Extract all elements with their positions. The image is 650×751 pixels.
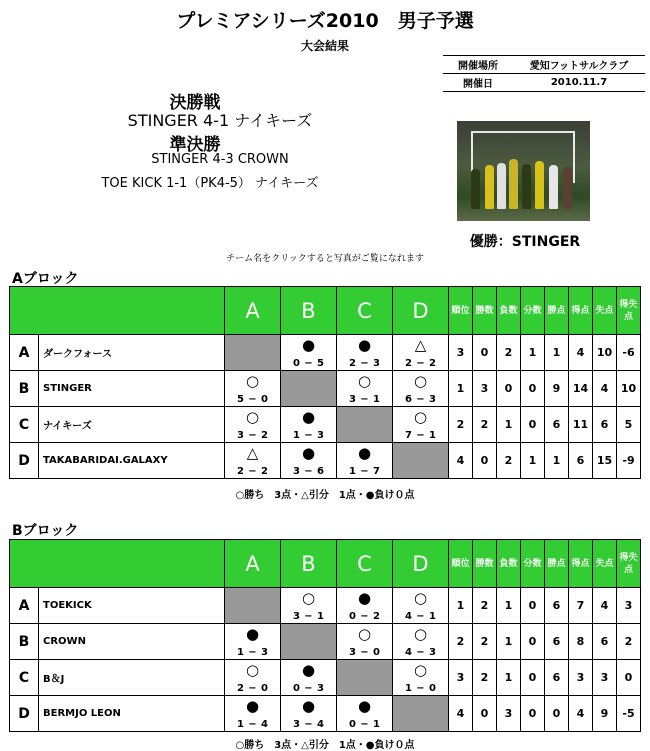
team-name-link[interactable]: B＆J — [39, 660, 225, 696]
stat-value: 6 — [545, 588, 569, 624]
match-score — [341, 466, 388, 477]
player-figure — [535, 161, 544, 209]
score-dash: − — [248, 719, 257, 730]
stat-value: 14 — [569, 371, 593, 407]
stat-value: 10 — [593, 335, 617, 371]
stat-value: 4 — [569, 696, 593, 732]
champion-team-photo[interactable] — [457, 121, 590, 221]
stat-value: 3 — [569, 660, 593, 696]
stat-value: 4 — [593, 371, 617, 407]
result-symbol: ○ — [413, 661, 428, 679]
venue-value: 愛知フットサルクラブ — [513, 56, 645, 74]
team-name-link[interactable]: ナイキーズ — [39, 407, 225, 443]
score-own: 1 — [293, 430, 300, 441]
table-row — [10, 660, 641, 696]
row-label: C — [10, 407, 39, 443]
stat-header: 失点 — [593, 287, 617, 335]
score-dash: − — [248, 683, 257, 694]
team-name-link[interactable]: STINGER — [39, 371, 225, 407]
score-opponent: 1 — [429, 611, 436, 622]
stat-value: 2 — [473, 407, 497, 443]
match-score — [341, 647, 388, 658]
stat-value: 0 — [521, 624, 545, 660]
match-score — [285, 466, 332, 477]
result-symbol: ● — [357, 589, 372, 607]
stat-header: 得点 — [569, 540, 593, 588]
score-own: 0 — [349, 611, 356, 622]
stat-value: 1 — [449, 588, 473, 624]
score-own: 1 — [349, 466, 356, 477]
result-symbol: △ — [246, 444, 259, 462]
score-own: 2 — [405, 358, 412, 369]
self-match-cell — [337, 407, 393, 443]
team-name-link[interactable]: BERMJO LEON — [39, 696, 225, 732]
score-opponent: 1 — [317, 611, 324, 622]
table-row — [10, 443, 641, 479]
match-score — [229, 394, 276, 405]
result-symbol: ○ — [413, 589, 428, 607]
semifinal-result: TOE KICK 1-1（PK4-5） ナイキーズ — [101, 176, 319, 191]
stat-value: 3 — [593, 660, 617, 696]
self-match-cell — [337, 660, 393, 696]
result-symbol: ● — [357, 336, 372, 354]
stat-header: 勝数 — [473, 540, 497, 588]
score-opponent: 5 — [317, 358, 324, 369]
click-note: チーム名をクリックすると写真がご覧になれます — [226, 254, 424, 264]
score-opponent: 2 — [261, 430, 268, 441]
stat-value: 3 — [617, 588, 641, 624]
stat-value: 15 — [593, 443, 617, 479]
match-result-cell — [337, 335, 393, 371]
stat-value: 0 — [521, 407, 545, 443]
score-dash: − — [360, 647, 369, 658]
stat-value: 2 — [473, 660, 497, 696]
block-a-table — [9, 286, 641, 479]
row-label: D — [10, 443, 39, 479]
table-row — [10, 696, 641, 732]
table-row — [10, 371, 641, 407]
final-result: STINGER 4-1 ナイキーズ — [127, 111, 313, 130]
match-score — [397, 683, 444, 694]
stat-header: 失点 — [593, 540, 617, 588]
match-result-cell — [393, 660, 449, 696]
row-label: A — [10, 588, 39, 624]
score-opponent: 3 — [429, 394, 436, 405]
match-result-cell — [225, 624, 281, 660]
match-result-cell — [225, 407, 281, 443]
result-symbol: ○ — [413, 372, 428, 390]
score-opponent: 2 — [373, 611, 380, 622]
stat-value: 8 — [569, 624, 593, 660]
stat-header: 得失点 — [617, 540, 641, 588]
stat-value: 1 — [521, 335, 545, 371]
score-opponent: 1 — [429, 430, 436, 441]
stat-header: 負数 — [497, 287, 521, 335]
date-row — [443, 74, 645, 92]
table-row — [10, 624, 641, 660]
score-dash: − — [360, 394, 369, 405]
score-own: 3 — [349, 647, 356, 658]
match-score — [285, 358, 332, 369]
corner-cell — [10, 287, 225, 335]
stat-value: 9 — [545, 371, 569, 407]
match-result-cell — [225, 443, 281, 479]
match-score — [229, 430, 276, 441]
match-result-cell — [337, 371, 393, 407]
stat-value: 1 — [449, 371, 473, 407]
score-own: 1 — [405, 683, 412, 694]
block-a-label: Aブロック — [12, 271, 79, 287]
champion-caption: 優勝：STINGER — [469, 234, 581, 250]
score-own: 2 — [237, 683, 244, 694]
date-value: 2010.11.7 — [513, 74, 645, 92]
match-score — [341, 358, 388, 369]
date-label: 開催日 — [443, 74, 513, 92]
score-opponent: 1 — [373, 394, 380, 405]
stat-value: 0 — [473, 443, 497, 479]
stat-value: -9 — [617, 443, 641, 479]
score-own: 3 — [293, 719, 300, 730]
legend: ○勝ち 3点・△引分 1点・●負け０点 — [235, 490, 415, 501]
score-dash: − — [248, 394, 257, 405]
stat-header: 得点 — [569, 287, 593, 335]
block-b-label: Bブロック — [12, 523, 79, 539]
venue-label: 開催場所 — [443, 56, 513, 74]
stat-value: 5 — [617, 407, 641, 443]
match-result-cell — [337, 443, 393, 479]
result-symbol: ● — [357, 444, 372, 462]
score-opponent: 7 — [373, 466, 380, 477]
result-symbol: ● — [245, 697, 260, 715]
stat-value: 2 — [473, 588, 497, 624]
stat-value: 2 — [497, 335, 521, 371]
score-own: 1 — [237, 647, 244, 658]
match-score — [229, 466, 276, 477]
stat-value: 11 — [569, 407, 593, 443]
self-match-cell — [281, 624, 337, 660]
player-figure — [549, 165, 558, 209]
stat-value: 4 — [569, 335, 593, 371]
score-opponent: 4 — [317, 719, 324, 730]
match-score — [285, 719, 332, 730]
semifinal-result: STINGER 4-3 CROWN — [151, 152, 289, 167]
stat-value: 6 — [569, 443, 593, 479]
score-own: 6 — [405, 394, 412, 405]
score-dash: − — [416, 611, 425, 622]
score-dash: − — [304, 358, 313, 369]
row-label: D — [10, 696, 39, 732]
team-name-link[interactable]: CROWN — [39, 624, 225, 660]
column-header: A — [225, 287, 281, 335]
stat-value: 0 — [521, 371, 545, 407]
stat-value: 0 — [521, 660, 545, 696]
stat-value: 0 — [497, 371, 521, 407]
stat-header: 順位 — [449, 540, 473, 588]
score-dash: − — [360, 358, 369, 369]
match-score — [397, 358, 444, 369]
column-header: C — [337, 540, 393, 588]
match-score — [341, 394, 388, 405]
match-result-cell — [225, 660, 281, 696]
header-row — [10, 287, 641, 335]
stat-value: 3 — [497, 696, 521, 732]
match-result-cell — [281, 407, 337, 443]
stat-value: 4 — [449, 696, 473, 732]
score-opponent: 1 — [373, 719, 380, 730]
result-symbol: ○ — [357, 372, 372, 390]
stat-value: 1 — [497, 660, 521, 696]
score-opponent: 2 — [261, 466, 268, 477]
score-dash: − — [360, 466, 369, 477]
score-own: 3 — [293, 611, 300, 622]
score-dash: − — [360, 719, 369, 730]
score-own: 1 — [237, 719, 244, 730]
match-result-cell — [281, 660, 337, 696]
column-header: D — [393, 540, 449, 588]
stat-value: 4 — [593, 588, 617, 624]
self-match-cell — [393, 443, 449, 479]
legend: ○勝ち 3点・△引分 1点・●負け０点 — [235, 740, 415, 751]
match-score — [397, 430, 444, 441]
stat-value: 6 — [545, 660, 569, 696]
score-opponent: 0 — [429, 683, 436, 694]
match-score — [341, 719, 388, 730]
match-result-cell — [337, 624, 393, 660]
semifinal-heading: 準決勝 — [169, 135, 221, 155]
match-result-cell — [393, 335, 449, 371]
stat-header: 分数 — [521, 287, 545, 335]
score-own: 4 — [405, 647, 412, 658]
match-result-cell — [393, 407, 449, 443]
result-symbol: ○ — [413, 625, 428, 643]
page-title: プレミアシリーズ2010 男子予選 — [176, 10, 474, 32]
stat-header: 得失点 — [617, 287, 641, 335]
stat-value: 10 — [617, 371, 641, 407]
team-name-link[interactable]: TOEKICK — [39, 588, 225, 624]
match-result-cell — [225, 371, 281, 407]
match-result-cell — [225, 696, 281, 732]
team-name-link[interactable]: TAKABARIDAI.GALAXY — [39, 443, 225, 479]
result-symbol: ● — [301, 408, 316, 426]
result-symbol: ● — [301, 661, 316, 679]
result-symbol: ○ — [413, 408, 428, 426]
team-name-link[interactable]: ダークフォース — [39, 335, 225, 371]
stat-value: -6 — [617, 335, 641, 371]
column-header: C — [337, 287, 393, 335]
table-row — [10, 335, 641, 371]
venue-info-table — [443, 55, 645, 92]
self-match-cell — [225, 588, 281, 624]
score-opponent: 0 — [261, 394, 268, 405]
stat-value: 2 — [473, 624, 497, 660]
stat-value: 6 — [593, 407, 617, 443]
stat-value: 7 — [569, 588, 593, 624]
stat-value: 2 — [497, 443, 521, 479]
self-match-cell — [281, 371, 337, 407]
result-symbol: ○ — [357, 625, 372, 643]
score-own: 2 — [237, 466, 244, 477]
score-opponent: 3 — [429, 647, 436, 658]
result-symbol: ● — [301, 336, 316, 354]
match-score — [229, 647, 276, 658]
stat-value: 0 — [521, 588, 545, 624]
table-row — [10, 588, 641, 624]
stat-header: 順位 — [449, 287, 473, 335]
stat-header: 分数 — [521, 540, 545, 588]
score-dash: − — [304, 611, 313, 622]
stat-header: 勝点 — [545, 287, 569, 335]
score-dash: − — [416, 683, 425, 694]
stat-value: 1 — [521, 443, 545, 479]
row-label: B — [10, 624, 39, 660]
stat-value: 2 — [449, 624, 473, 660]
match-result-cell — [393, 588, 449, 624]
stat-value: 4 — [449, 443, 473, 479]
stat-value: 1 — [497, 624, 521, 660]
score-dash: − — [304, 430, 313, 441]
match-score — [229, 719, 276, 730]
stat-header: 勝点 — [545, 540, 569, 588]
score-dash: − — [416, 358, 425, 369]
player-figure — [522, 164, 531, 209]
score-opponent: 3 — [317, 430, 324, 441]
score-opponent: 4 — [261, 719, 268, 730]
score-own: 0 — [349, 719, 356, 730]
result-symbol: ● — [301, 697, 316, 715]
match-score — [397, 611, 444, 622]
score-own: 0 — [293, 683, 300, 694]
stat-value: 0 — [521, 696, 545, 732]
stat-value: 2 — [617, 624, 641, 660]
stat-value: 0 — [473, 696, 497, 732]
score-opponent: 0 — [261, 683, 268, 694]
result-symbol: ● — [357, 697, 372, 715]
result-symbol: ○ — [245, 408, 260, 426]
match-result-cell — [281, 588, 337, 624]
stat-header: 勝数 — [473, 287, 497, 335]
stat-value: 6 — [593, 624, 617, 660]
result-symbol: ○ — [245, 661, 260, 679]
score-own: 3 — [237, 430, 244, 441]
score-opponent: 3 — [317, 683, 324, 694]
final-heading: 決勝戦 — [169, 93, 221, 113]
stat-header: 負数 — [497, 540, 521, 588]
player-figure — [509, 159, 518, 209]
column-header: A — [225, 540, 281, 588]
score-opponent: 2 — [429, 358, 436, 369]
match-score — [285, 683, 332, 694]
player-figure — [485, 165, 494, 209]
row-label: A — [10, 335, 39, 371]
stat-value: 6 — [545, 407, 569, 443]
stat-value: 3 — [473, 371, 497, 407]
corner-cell — [10, 540, 225, 588]
score-dash: − — [416, 430, 425, 441]
stat-value: 0 — [473, 335, 497, 371]
score-own: 2 — [349, 358, 356, 369]
stat-value: 1 — [497, 407, 521, 443]
score-dash: − — [304, 466, 313, 477]
match-score — [397, 394, 444, 405]
match-result-cell — [337, 696, 393, 732]
score-own: 3 — [349, 394, 356, 405]
row-label: C — [10, 660, 39, 696]
match-result-cell — [393, 624, 449, 660]
stat-value: 3 — [449, 335, 473, 371]
match-result-cell — [281, 335, 337, 371]
stat-value: 0 — [545, 696, 569, 732]
match-result-cell — [337, 588, 393, 624]
result-symbol: ● — [301, 444, 316, 462]
score-dash: − — [304, 719, 313, 730]
match-score — [397, 647, 444, 658]
score-dash: − — [248, 430, 257, 441]
score-dash: − — [360, 611, 369, 622]
player-figure — [471, 169, 480, 209]
match-score — [285, 611, 332, 622]
match-result-cell — [393, 371, 449, 407]
score-own: 5 — [237, 394, 244, 405]
table-row — [10, 407, 641, 443]
self-match-cell — [225, 335, 281, 371]
stat-value: 3 — [449, 660, 473, 696]
score-dash: − — [248, 647, 257, 658]
score-opponent: 3 — [261, 647, 268, 658]
stat-value: 2 — [449, 407, 473, 443]
header-row — [10, 540, 641, 588]
stat-value: 1 — [497, 588, 521, 624]
score-dash: − — [248, 466, 257, 477]
stat-value: 6 — [545, 624, 569, 660]
score-dash: − — [416, 394, 425, 405]
score-opponent: 6 — [317, 466, 324, 477]
player-figure — [563, 167, 572, 209]
stat-value: 9 — [593, 696, 617, 732]
column-header: B — [281, 540, 337, 588]
row-label: B — [10, 371, 39, 407]
match-result-cell — [281, 696, 337, 732]
score-opponent: 0 — [373, 647, 380, 658]
venue-row — [443, 56, 645, 74]
page-subtitle: 大会結果 — [300, 39, 349, 53]
match-score — [285, 430, 332, 441]
score-own: 7 — [405, 430, 412, 441]
match-score — [229, 683, 276, 694]
column-header: B — [281, 287, 337, 335]
result-symbol: ○ — [301, 589, 316, 607]
stat-value: 1 — [545, 335, 569, 371]
stat-value: 1 — [545, 443, 569, 479]
block-b-table — [9, 539, 641, 732]
column-header: D — [393, 287, 449, 335]
player-figure — [497, 163, 506, 209]
result-symbol: △ — [414, 336, 427, 354]
score-own: 0 — [293, 358, 300, 369]
match-result-cell — [281, 443, 337, 479]
score-opponent: 3 — [373, 358, 380, 369]
score-own: 3 — [293, 466, 300, 477]
score-dash: − — [416, 647, 425, 658]
score-own: 4 — [405, 611, 412, 622]
match-score — [341, 611, 388, 622]
self-match-cell — [393, 696, 449, 732]
result-symbol: ○ — [245, 372, 260, 390]
stat-value: 0 — [617, 660, 641, 696]
score-dash: − — [304, 683, 313, 694]
stat-value: -5 — [617, 696, 641, 732]
result-symbol: ● — [245, 625, 260, 643]
